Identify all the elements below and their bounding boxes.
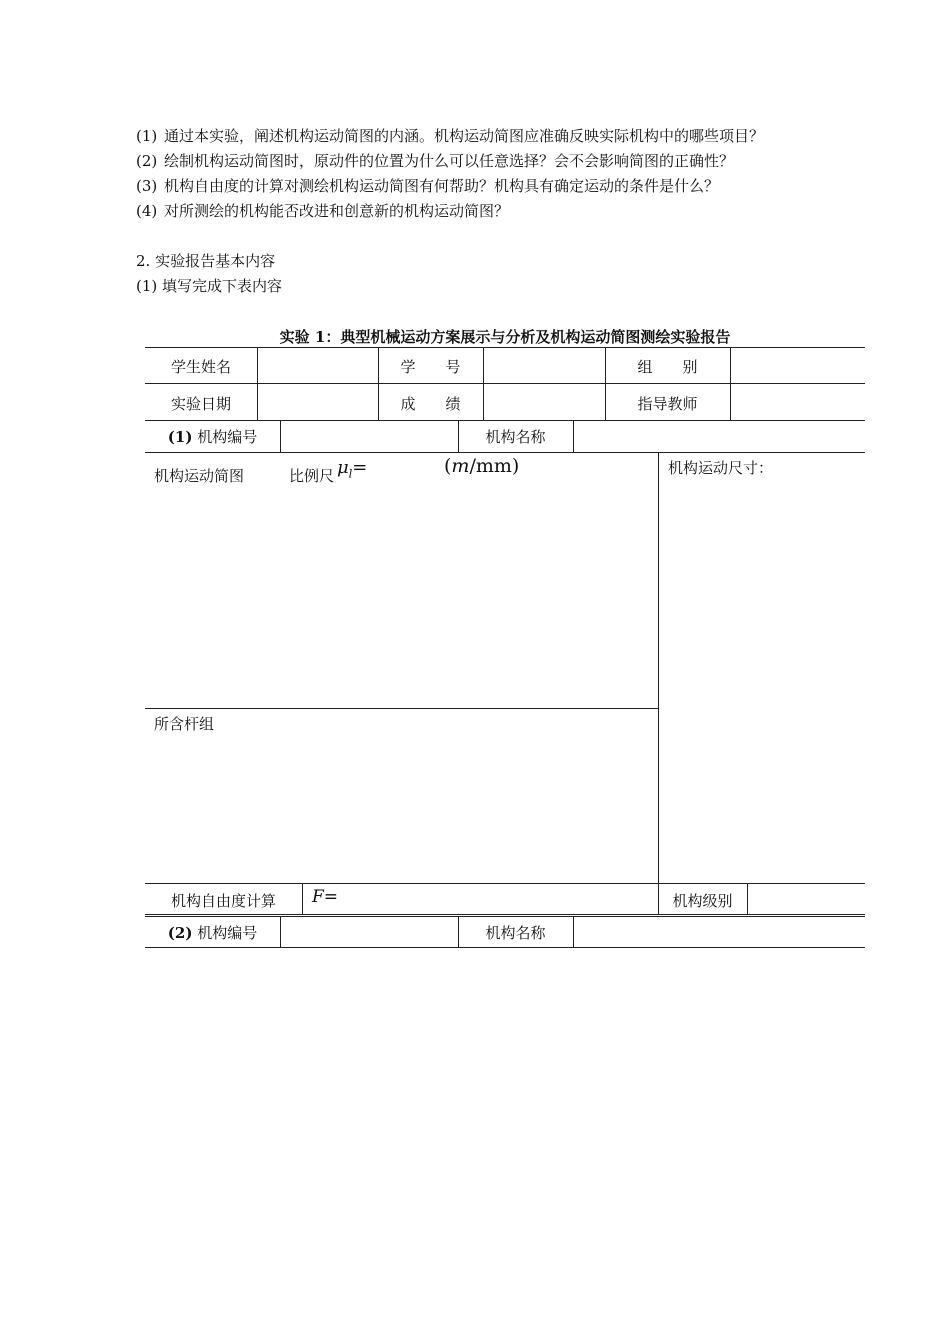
table-row-line: [145, 420, 865, 421]
table-col-line: [257, 347, 258, 420]
table-col-line: [302, 883, 303, 915]
question-number: (1): [136, 127, 158, 145]
level-label: 机构级别: [672, 892, 733, 910]
mechanism-1-index: (1): [167, 428, 193, 446]
question-4: [136, 201, 509, 221]
table-col-line: [658, 452, 659, 915]
table-row-line: [145, 708, 659, 709]
unit-close-paren: ): [511, 455, 520, 477]
question-text: 绘制机构运动简图时，原动件的位置为什么可以任意选择？会不会影响简图的正确性？: [164, 152, 735, 170]
table-title: 实验 1：典型机械运动方案展示与分析及机构运动简图测绘实验报告: [279, 328, 731, 346]
scale-label: 比例尺: [289, 467, 335, 485]
table-col-line: [730, 347, 731, 420]
group-label: 组 别: [637, 358, 698, 376]
mechanism-number-text: 机构编号: [197, 428, 258, 446]
dof-label: 机构自由度计算: [170, 892, 276, 910]
question-3: [136, 176, 719, 196]
dimensions-label: 机构运动尺寸：: [668, 459, 774, 477]
scale-symbol: [337, 458, 367, 485]
link-groups-label: 所含杆组: [154, 715, 215, 733]
table-row-line: [145, 383, 865, 384]
student-id-label: 学 号: [400, 358, 461, 376]
section-subheading: (1) 填写完成下表内容: [136, 277, 283, 295]
table-border-top: [145, 347, 865, 348]
table-row-line: [145, 916, 865, 917]
question-number: (3): [136, 177, 158, 195]
student-name-label: 学生姓名: [170, 358, 231, 376]
date-label: 实验日期: [170, 395, 231, 413]
mechanism-2-index: (2): [167, 924, 193, 942]
question-number: (4): [136, 202, 158, 220]
mechanism-2-number-label: [145, 923, 280, 943]
teacher-label: 指导教师: [637, 395, 698, 413]
dof-formula: [312, 887, 338, 907]
sketch-label: 机构运动简图: [154, 467, 245, 485]
table-col-line: [280, 916, 281, 947]
dof-f: F: [312, 887, 324, 907]
question-1: [136, 126, 764, 146]
section-heading: 2. 实验报告基本内容: [136, 252, 276, 270]
mechanism-1-number-label: [145, 427, 280, 447]
scale-mu: μ: [337, 457, 349, 478]
table-row-line: [145, 452, 865, 453]
question-2: [136, 151, 734, 171]
table-col-line: [573, 916, 574, 947]
table-col-line: [747, 883, 748, 915]
table-row-line: [145, 947, 865, 948]
grade-label: 成 绩: [400, 395, 461, 413]
question-text: 机构自由度的计算对测绘机构运动简图有何帮助？机构具有确定运动的条件是什么？: [164, 177, 720, 195]
table-row-line: [145, 914, 865, 915]
mechanism-number-text: 机构编号: [197, 924, 258, 942]
question-text: 对所测绘的机构能否改进和创意新的机构运动简图？: [164, 202, 510, 220]
unit-rest: /mm: [469, 455, 512, 477]
scale-unit: [444, 456, 519, 476]
dof-equals: =: [323, 887, 339, 907]
scale-equals: =: [352, 457, 368, 478]
scale-subscript: l: [348, 467, 353, 481]
question-text: 通过本实验，阐述机构运动简图的内涵。机构运动简图应准确反映实际机构中的哪些项目？: [164, 127, 765, 145]
table-col-line: [280, 420, 281, 452]
unit-open-paren: (: [444, 455, 452, 477]
table-col-line: [483, 347, 484, 420]
unit-m: m: [451, 455, 470, 477]
mechanism-1-name-label: 机构名称: [485, 428, 546, 446]
question-number: (2): [136, 152, 158, 170]
table-row-line: [145, 883, 865, 884]
table-col-line: [573, 420, 574, 452]
mechanism-2-name-label: 机构名称: [485, 924, 546, 942]
